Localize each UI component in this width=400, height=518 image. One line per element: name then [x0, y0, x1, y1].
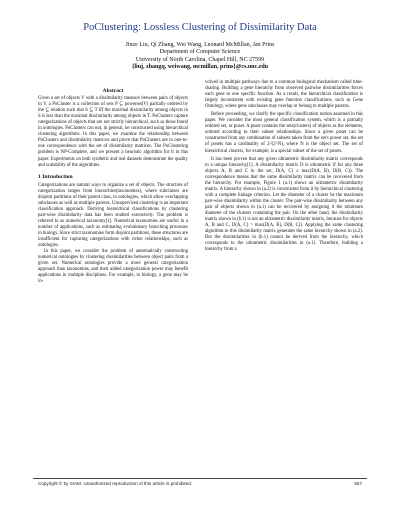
author-block: [0, 42, 400, 71]
right-column: [205, 80, 363, 253]
university: University of North Carolina, Chapel Hill, NC 27599: [135, 56, 265, 63]
left-column: [38, 88, 188, 285]
page-number: 557: [354, 481, 362, 486]
intro-paragraph-1: Categorizations are natural ways to organize a set of objects. The structure of categorization ranges from hierarchies(taxonomies), where subclasses are disjoint partitions of their parent class, to ontologies, which allow overlapping subclasses as well as multiple parents. Unsupervised clustering is an important classification approach. Deriving hierarchical classifications by clustering pair-wise dissimilarity data has been studied extensively. The problem is referred to as numerical taxonomy[1]. Numerical taxonomies are useful in a number of applications, such as estimating evolutionary branching processes in biology. Since strict taxonomies form disjoint partitions, these structures are insufficient for capturing categorizations with richer relationships, such as ontologies.: [38, 182, 188, 249]
abstract-heading: Abstract: [102, 88, 124, 94]
author-names: Jinze Liu, Qi Zhang, Wei Wang, Leonard McMillan, Jan Prins: [125, 42, 275, 48]
footer-copyright: Copyright © by SIAM. Unauthorized reproduction of this article is prohibited.: [38, 481, 193, 486]
footer-rule: [33, 478, 367, 479]
paper-title: PoClustering: Lossless Clustering of Dissimilarity Data: [83, 22, 317, 33]
intro-paragraph-3: volved in multiple pathways due to a common biological mechanism called time-sharing. Building a gene hierarchy from observed pairwise dissimilarities forces each gene to one specific function. As a result, the hierarchical classification is largely inconsistent with existing gene function classifications, such as Gene Ontology, where gene subclasses may overlap or belong to multiple parents.: [205, 80, 363, 110]
section-heading-introduction: 1 Introduction: [38, 173, 73, 180]
author-emails: {liuj, zhangq, weiwang, mcmillan, prins}@cs.unc.edu: [132, 63, 268, 70]
abstract-text: Given a set of objects V with a dissimilarity measure between pairs of objects in V, a PoCluster is a collection of sets P ⊆ powerset(V) partially ordered by the ⊆ relation such that S ⊆ T iff the maximal dissimilarity among objects in S is less than the maximal dissimilarity among objects in T. PoClusters capture categorizations of objects that are not strictly hierarchical, such as those found in ontologies. PoClusters can not, in general, be constructed using hierarchical clustering algorithms. In this paper, we examine the relationship between PoClusters and dissimilarity matrices and prove that PoClusters are in one-to-one correspondence with the set of dissimilarity matrices. The PoClustering problem is NP-Complete, and we present a heuristic algorithm for it in this paper. Experiments on both synthetic and real datasets demonstrate the quality and scalability of the algorithms.: [38, 96, 188, 168]
intro-paragraph-4: Before proceeding, we clarify the specific classification notion assumed in this paper. We consider the most general classification system, which is a partially ordered set, or poset. A poset contains the sets(clusters) of objects as the elements, ordered according to their subset relationships. Since a given poset can be constructed from any combination of subsets taken from the set's power set, the set of posets has a cardinality of 2^(2^N), where N is the object set. The set of hierarchical clusters, for example, is a special subset of the set of posets.: [205, 112, 363, 154]
department: Department of Computer Science: [159, 49, 241, 56]
intro-paragraph-5: It has been proven that any given ultrametric dissimilarity matrix corresponds to a unique hierarchy[1]. A dissimilarity matrix D is ultrametric if for any three objects A, B and C in the set, D(A, C) ≤ max(D(A, B), D(B, C)). The correspondence means that the same dissimilarity matrix can be recovered from the hierarchy. For example, Figure 1 (a.1) shows an ultrametric dissimilarity matrix. A hierarchy shown in (a.2) is constructed from it by hierarchical clustering with a complete linkage criterion. Let the diameter of a cluster be the maximum pair-wise dissimilarity within the cluster. The pair-wise dissimilarity between any pair of objects shown in (a.1) can be recovered by assigning it the minimum diameter of the clusters containing the pair. On the other hand, the dissimilarity matrix shown in (b.1) is not an ultrametric dissimilarity matrix, because for objects A, B and C, D(A, C) > max(D(A, B), D(B, C)). Applying the same clustering algorithm to this dissimilarity matrix generates the same hierarchy shown in (a.2). But the dissimilarities in (b.1) cannot be derived from the hierarchy, which corresponds to the ultrametric dissimilarities in (a.1). Therefore, building a hierarchy from a: [205, 156, 363, 253]
intro-paragraph-2: In this paper, we consider the problem of automatically constructing numerical ontologies by clustering dissimilarities between object pairs from a given set. Numerical ontologies provide a more general categorization approach than taxonomies, and their added categorization power may benefit applications in multiple disciplines. For example, in biology, a gene may be in-: [38, 249, 188, 285]
